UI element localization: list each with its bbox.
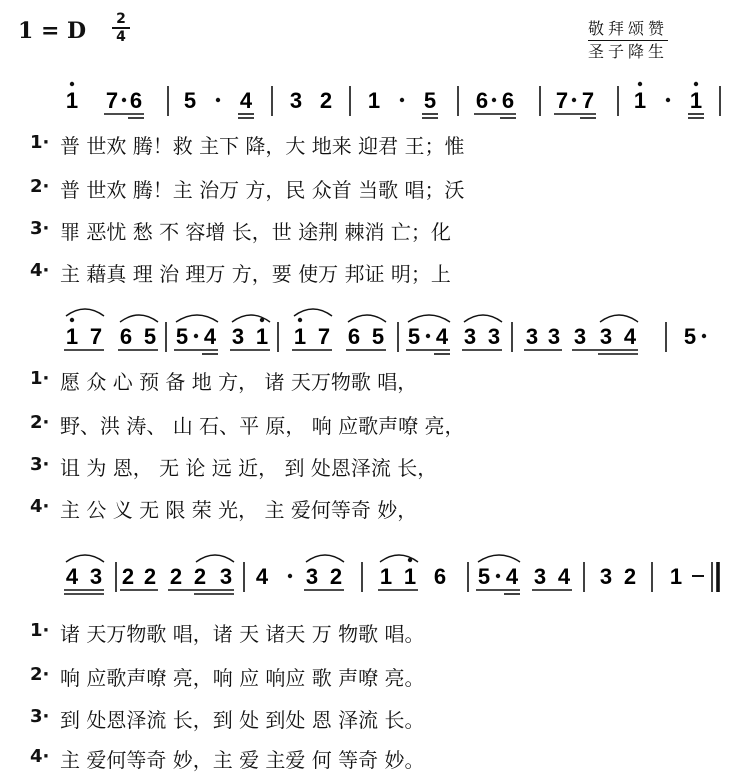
note: 3 bbox=[599, 324, 613, 349]
lyric-line: 普 世欢 腾！救 主下 降，大 地来 迎君 王；惟 bbox=[60, 134, 465, 158]
slur bbox=[120, 315, 158, 322]
verse-number: 2· bbox=[30, 412, 50, 433]
slur bbox=[408, 315, 450, 322]
note: 7 bbox=[581, 88, 595, 113]
augmentation-dot bbox=[426, 334, 430, 338]
octave-dot bbox=[70, 82, 74, 86]
note: 1 bbox=[293, 324, 307, 349]
note: 6 bbox=[129, 88, 143, 113]
note: 2 bbox=[121, 564, 135, 589]
note: 5 bbox=[477, 564, 491, 589]
lyric-line: 主 藉真 理 治 理万 方，要 使万 邦证 明；上 bbox=[60, 262, 451, 286]
lyric-line: 野、洪 涛、 山 石、平 原， 响 应歌声嘹 亮， bbox=[60, 414, 465, 438]
note: 3 bbox=[599, 564, 613, 589]
note: 4 bbox=[557, 564, 571, 589]
verse-number: 1· bbox=[30, 620, 50, 641]
note: 3 bbox=[487, 324, 501, 349]
note: 2 bbox=[623, 564, 637, 589]
note: 4 bbox=[255, 564, 269, 589]
slur bbox=[196, 555, 234, 562]
verse-number: 1· bbox=[30, 368, 50, 389]
octave-dot bbox=[298, 318, 302, 322]
note: 4 bbox=[623, 324, 637, 349]
slur bbox=[306, 555, 344, 562]
verse-number: 4· bbox=[30, 746, 50, 767]
note: 1 bbox=[689, 88, 703, 113]
lyric-line: 主 爱何等奇 妙，主 爱 主爱 何 等奇 妙。 bbox=[60, 748, 425, 772]
octave-dot bbox=[638, 82, 642, 86]
augmentation-dot bbox=[400, 98, 404, 102]
note: 2 bbox=[169, 564, 183, 589]
note: 3 bbox=[525, 324, 539, 349]
slur bbox=[232, 315, 270, 322]
augmentation-dot bbox=[496, 574, 500, 578]
note: 1 bbox=[633, 88, 647, 113]
augmentation-dot bbox=[666, 98, 670, 102]
note: 4 bbox=[435, 324, 449, 349]
verse-number: 3· bbox=[30, 218, 50, 239]
meter-bottom: 4 bbox=[116, 29, 126, 45]
note: 3 bbox=[463, 324, 477, 349]
note: 1 bbox=[65, 324, 79, 349]
lyric-line: 罪 恶忧 愁 不 容增 长，世 途荆 棘消 亡；化 bbox=[60, 220, 451, 244]
slur bbox=[348, 315, 386, 322]
note: 1 bbox=[65, 88, 79, 113]
note: 7 bbox=[555, 88, 569, 113]
note: 1 bbox=[367, 88, 381, 113]
note: 2 bbox=[329, 564, 343, 589]
note: 2 bbox=[193, 564, 207, 589]
augmentation-dot bbox=[216, 98, 220, 102]
note: 7 bbox=[317, 324, 331, 349]
note: 5 bbox=[183, 88, 197, 113]
augmentation-dot bbox=[194, 334, 198, 338]
slur bbox=[66, 309, 104, 316]
verse-number: 4· bbox=[30, 496, 50, 517]
slur bbox=[464, 315, 502, 322]
note: 3 bbox=[289, 88, 303, 113]
verse-number: 4· bbox=[30, 260, 50, 281]
note: 6 bbox=[501, 88, 515, 113]
note: 4 bbox=[239, 88, 253, 113]
verse-number: 3· bbox=[30, 706, 50, 727]
note: 7 bbox=[89, 324, 103, 349]
lyric-line: 普 世欢 腾！主 治万 方，民 众首 当歌 唱；沃 bbox=[60, 178, 465, 202]
note: 5 bbox=[371, 324, 385, 349]
note: 1 bbox=[669, 564, 683, 589]
verse-number: 1· bbox=[30, 132, 50, 153]
verse-number: 3· bbox=[30, 454, 50, 475]
octave-dot bbox=[694, 82, 698, 86]
note: 6 bbox=[347, 324, 361, 349]
augmentation-dot bbox=[702, 334, 706, 338]
note: 4 bbox=[203, 324, 217, 349]
augmentation-dot bbox=[572, 98, 576, 102]
key-signature: 1 = D bbox=[18, 18, 87, 44]
augmentation-dot bbox=[492, 98, 496, 102]
augmentation-dot bbox=[122, 98, 126, 102]
meter-top: 2 bbox=[116, 11, 126, 27]
lyric-line: 愿 众 心 预 备 地 方， 诸 天万物歌 唱， bbox=[60, 370, 418, 394]
lyric-line: 响 应歌声嘹 亮，响 应 响应 歌 声嘹 亮。 bbox=[60, 666, 425, 690]
lyric-line: 主 公 义 无 限 荣 光， 主 爱何等奇 妙， bbox=[60, 498, 418, 522]
slur bbox=[600, 315, 638, 322]
note: 3 bbox=[305, 564, 319, 589]
note: 3 bbox=[231, 324, 245, 349]
note: 2 bbox=[143, 564, 157, 589]
note: 1 bbox=[255, 324, 269, 349]
slur bbox=[176, 315, 218, 322]
note: 6 bbox=[475, 88, 489, 113]
note: 6 bbox=[119, 324, 133, 349]
verse-number: 2· bbox=[30, 664, 50, 685]
slur bbox=[478, 555, 520, 562]
note: 5 bbox=[423, 88, 437, 113]
note: 5 bbox=[175, 324, 189, 349]
octave-dot bbox=[70, 318, 74, 322]
source-category: 敬拜颂赞 bbox=[588, 18, 668, 41]
note: 3 bbox=[89, 564, 103, 589]
augmentation-dot bbox=[288, 574, 292, 578]
note: 4 bbox=[505, 564, 519, 589]
note: 3 bbox=[547, 324, 561, 349]
note: 2 bbox=[319, 88, 333, 113]
note: 7 bbox=[105, 88, 119, 113]
note: 5 bbox=[683, 324, 697, 349]
verse-number: 2· bbox=[30, 176, 50, 197]
note: 3 bbox=[573, 324, 587, 349]
lyric-line: 到 处恩泽流 长，到 处 到处 恩 泽流 长。 bbox=[60, 708, 425, 732]
note: 3 bbox=[219, 564, 233, 589]
note: 3 bbox=[533, 564, 547, 589]
slur bbox=[294, 309, 332, 316]
slur bbox=[380, 555, 418, 562]
lyric-line: 诸 天万物歌 唱，诸 天 诸天 万 物歌 唱。 bbox=[60, 622, 425, 646]
note: 5 bbox=[143, 324, 157, 349]
source-section: 圣子降生 bbox=[588, 42, 669, 61]
note: 6 bbox=[433, 564, 447, 589]
slur bbox=[66, 555, 104, 562]
note: 5 bbox=[407, 324, 421, 349]
lyric-line: 诅 为 恩， 无 论 远 近， 到 处恩泽流 长， bbox=[60, 456, 438, 480]
note: 1 bbox=[379, 564, 393, 589]
note: 1 bbox=[403, 564, 417, 589]
note: 4 bbox=[65, 564, 79, 589]
